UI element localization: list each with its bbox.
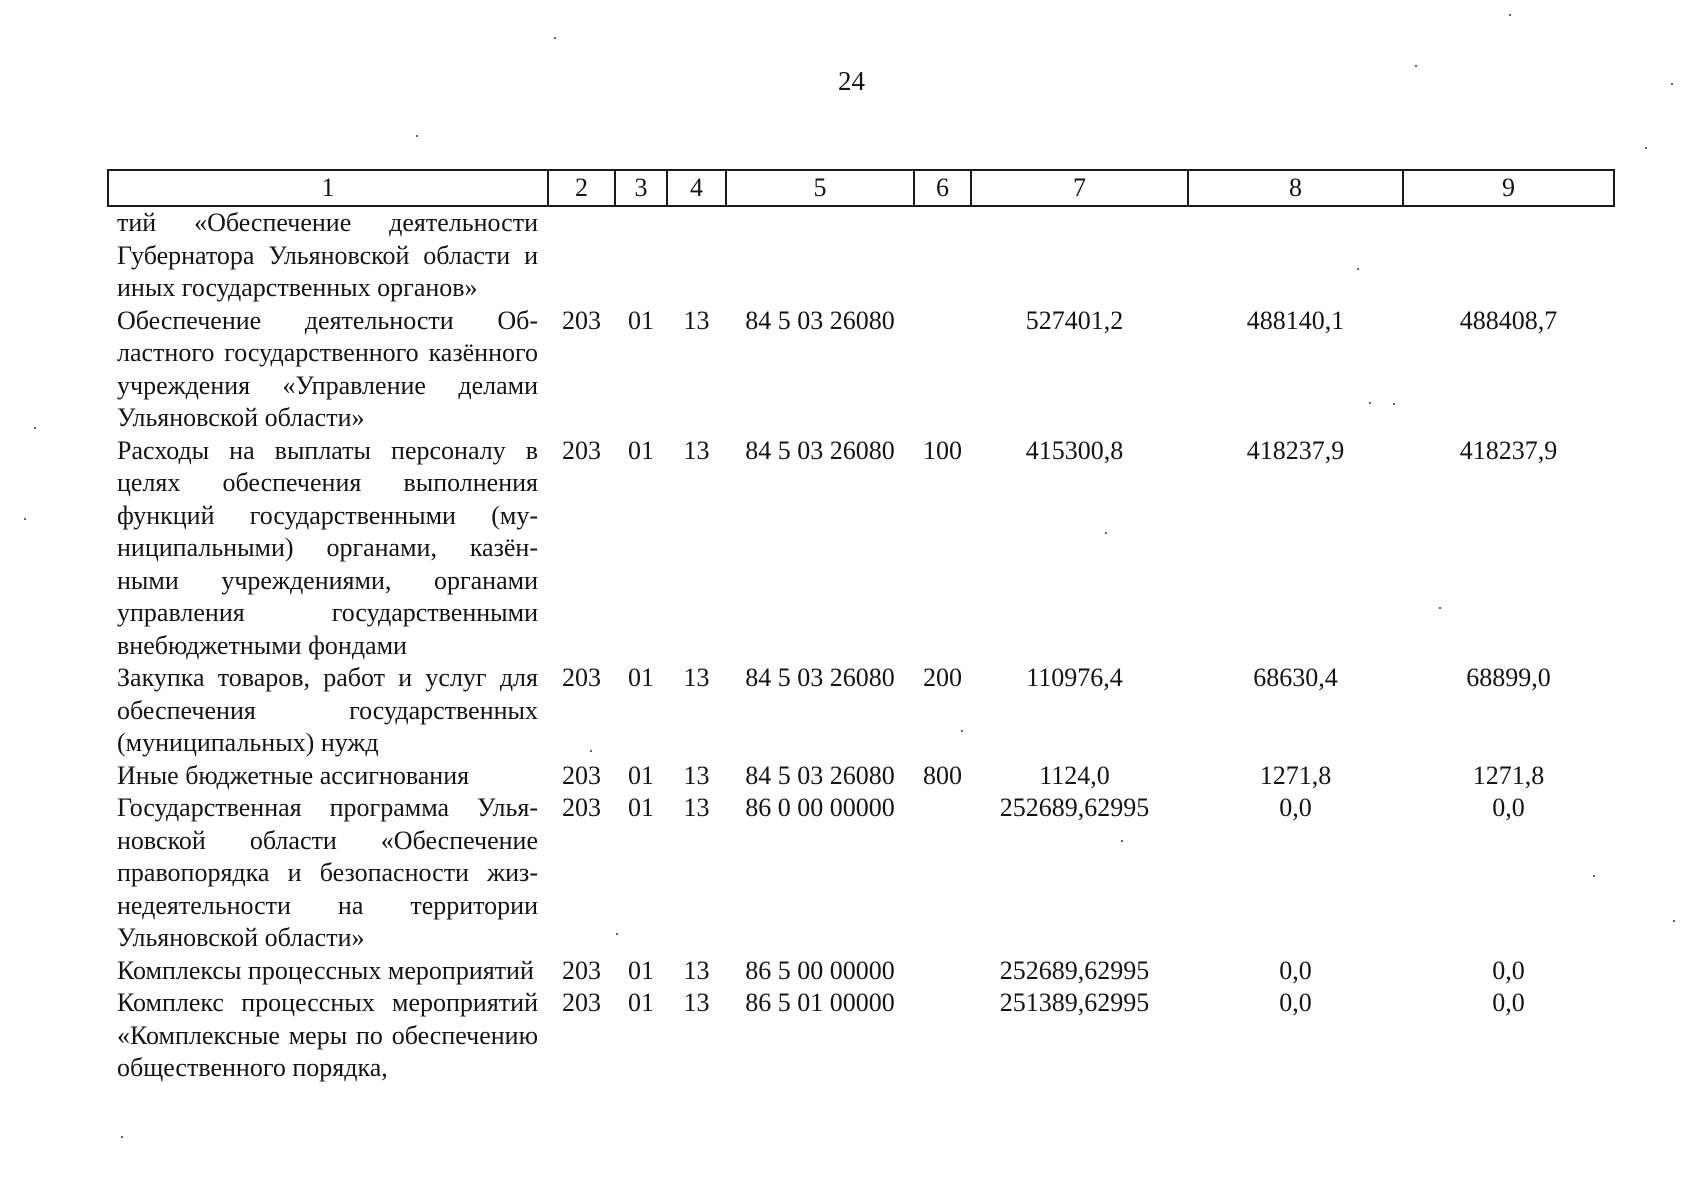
cell-col4: 13 — [683, 793, 710, 822]
cell-col8: 488140,1 — [1246, 305, 1345, 335]
column-header: 3 — [615, 170, 667, 206]
scan-speck — [34, 427, 36, 429]
scan-speck — [590, 750, 592, 752]
column-header: 8 — [1188, 170, 1403, 206]
scan-speck — [1673, 920, 1675, 922]
cell-col7: 252689,62995 — [999, 955, 1150, 985]
cell-col5: 86 0 00 00000 — [745, 793, 895, 822]
cell-col6: 100 — [923, 435, 962, 465]
column-header: 9 — [1403, 170, 1614, 206]
scan-speck — [1393, 403, 1395, 405]
cell-col6 — [914, 955, 971, 988]
cell-col3: 01 — [628, 760, 654, 790]
cell-col7: 252689,62995 — [999, 793, 1150, 822]
cell-col2: 203 — [562, 305, 601, 335]
column-header: 7 — [971, 170, 1188, 206]
cell-col7: 251389,62995 — [999, 988, 1150, 1017]
cell-col4: 13 — [683, 760, 710, 790]
table-row — [108, 760, 1614, 793]
cell-col4: 13 — [683, 955, 710, 985]
cell-col5: 84 5 03 26080 — [745, 760, 895, 790]
scan-speck — [1415, 65, 1417, 67]
page-number: 24 — [838, 66, 865, 96]
column-header: 4 — [667, 170, 726, 206]
table-row — [108, 987, 1614, 1085]
cell-col8: 1271,8 — [1259, 760, 1332, 790]
cell-col8: 0,0 — [1279, 793, 1312, 822]
cell-col8: 68630,4 — [1253, 663, 1338, 692]
cell-col4 — [667, 206, 726, 305]
table-row — [108, 435, 1614, 663]
table-row — [108, 305, 1614, 435]
scan-speck — [1671, 83, 1673, 85]
table-row — [108, 662, 1614, 760]
cell-col4: 13 — [683, 663, 710, 692]
cell-col3: 01 — [628, 305, 654, 335]
cell-col5: 84 5 03 26080 — [745, 663, 895, 692]
cell-col9: 488408,7 — [1459, 305, 1558, 335]
cell-col2 — [548, 206, 615, 305]
cell-col4: 13 — [683, 305, 710, 335]
cell-col7: 415300,8 — [1025, 435, 1124, 465]
cell-col5 — [726, 206, 914, 305]
scan-speck — [961, 730, 963, 732]
row-name: Государственная программа Ульяновской области «Обеспечение правопорядка и безопасности жизнедеятельности на территории Ульяновской области» — [117, 793, 538, 952]
cell-col9: 0,0 — [1492, 988, 1525, 1017]
cell-col6 — [914, 206, 971, 305]
cell-col3 — [615, 206, 667, 305]
cell-col3: 01 — [628, 988, 654, 1017]
cell-col9: 0,0 — [1492, 793, 1525, 822]
scan-speck — [24, 518, 26, 520]
cell-col8: 0,0 — [1279, 988, 1312, 1017]
column-header: 1 — [108, 170, 548, 206]
row-name: Комплекс процессных мероприятий «Комплексные меры по обеспечению общественного порядка, — [117, 988, 538, 1082]
cell-col6 — [914, 792, 971, 955]
table-row — [108, 955, 1614, 988]
cell-col5: 86 5 00 00000 — [745, 955, 895, 985]
table-row — [108, 792, 1614, 955]
cell-col3: 01 — [628, 793, 654, 822]
cell-col5: 86 5 01 00000 — [745, 988, 895, 1017]
scan-speck — [416, 135, 418, 137]
row-name: Закупка товаров, работ и услуг для обеспечения государственных (муниципальных) нужд — [117, 663, 538, 757]
scan-speck — [1357, 268, 1359, 270]
table-header-row — [108, 170, 1614, 206]
cell-col9: 1271,8 — [1472, 760, 1545, 790]
column-header: 5 — [726, 170, 914, 206]
cell-col8: 0,0 — [1279, 955, 1312, 985]
cell-col6: 800 — [923, 760, 962, 790]
cell-col7: 110976,4 — [1026, 663, 1123, 692]
scan-speck — [1593, 875, 1595, 877]
cell-col2: 203 — [562, 793, 601, 822]
cell-col7 — [971, 206, 1188, 305]
cell-col4: 13 — [683, 435, 710, 465]
cell-col9: 68899,0 — [1466, 663, 1551, 692]
column-header: 2 — [548, 170, 615, 206]
cell-col5: 84 5 03 26080 — [745, 435, 895, 465]
cell-col4: 13 — [683, 988, 710, 1017]
cell-col6: 200 — [923, 663, 962, 692]
cell-col2: 203 — [562, 988, 601, 1017]
cell-col2: 203 — [562, 435, 601, 465]
cell-col2: 203 — [562, 955, 601, 985]
cell-col3: 01 — [628, 955, 654, 985]
cell-col8: 418237,9 — [1246, 435, 1345, 465]
cell-col9: 0,0 — [1492, 955, 1525, 985]
row-name: Комплексы процессных мероприятий — [117, 955, 534, 985]
cell-col8 — [1188, 206, 1403, 305]
scan-speck — [1369, 402, 1371, 404]
scan-speck — [1439, 607, 1441, 609]
cell-col7: 1124,0 — [1039, 760, 1110, 790]
scan-speck — [121, 1136, 123, 1138]
row-name: тий «Обеспечение деятельности Губернатора Ульяновской области и иных государственных органов» — [117, 208, 538, 302]
cell-col7: 527401,2 — [1025, 305, 1124, 335]
cell-col5: 84 5 03 26080 — [745, 305, 895, 335]
scan-speck — [1105, 532, 1107, 534]
row-name: Иные бюджетные ассигнования — [117, 760, 470, 790]
scan-speck — [1509, 14, 1511, 16]
cell-col3: 01 — [628, 435, 654, 465]
cell-col3: 01 — [628, 663, 654, 692]
table-row — [108, 206, 1614, 305]
column-header: 6 — [914, 170, 971, 206]
row-name: Расходы на выплаты персоналу в целях обеспечения выполнения функций государственными (муниципальными) органами, казёнными учреждениями, органами управления государственными внебюджетными фондами — [117, 435, 538, 660]
cell-col6 — [914, 305, 971, 435]
cell-col9 — [1403, 206, 1614, 305]
scan-speck — [554, 37, 556, 39]
scan-speck — [1121, 840, 1123, 842]
cell-col9: 418237,9 — [1459, 435, 1558, 465]
scan-speck — [616, 933, 618, 935]
cell-col6 — [914, 987, 971, 1085]
row-name: Обеспечение деятельности Областного государственного казённого учреждения «Управление делами Ульяновской области» — [117, 305, 538, 432]
cell-col2: 203 — [562, 760, 601, 790]
budget-table — [107, 169, 1615, 1085]
scan-speck — [1645, 147, 1647, 149]
cell-col2: 203 — [562, 663, 601, 692]
